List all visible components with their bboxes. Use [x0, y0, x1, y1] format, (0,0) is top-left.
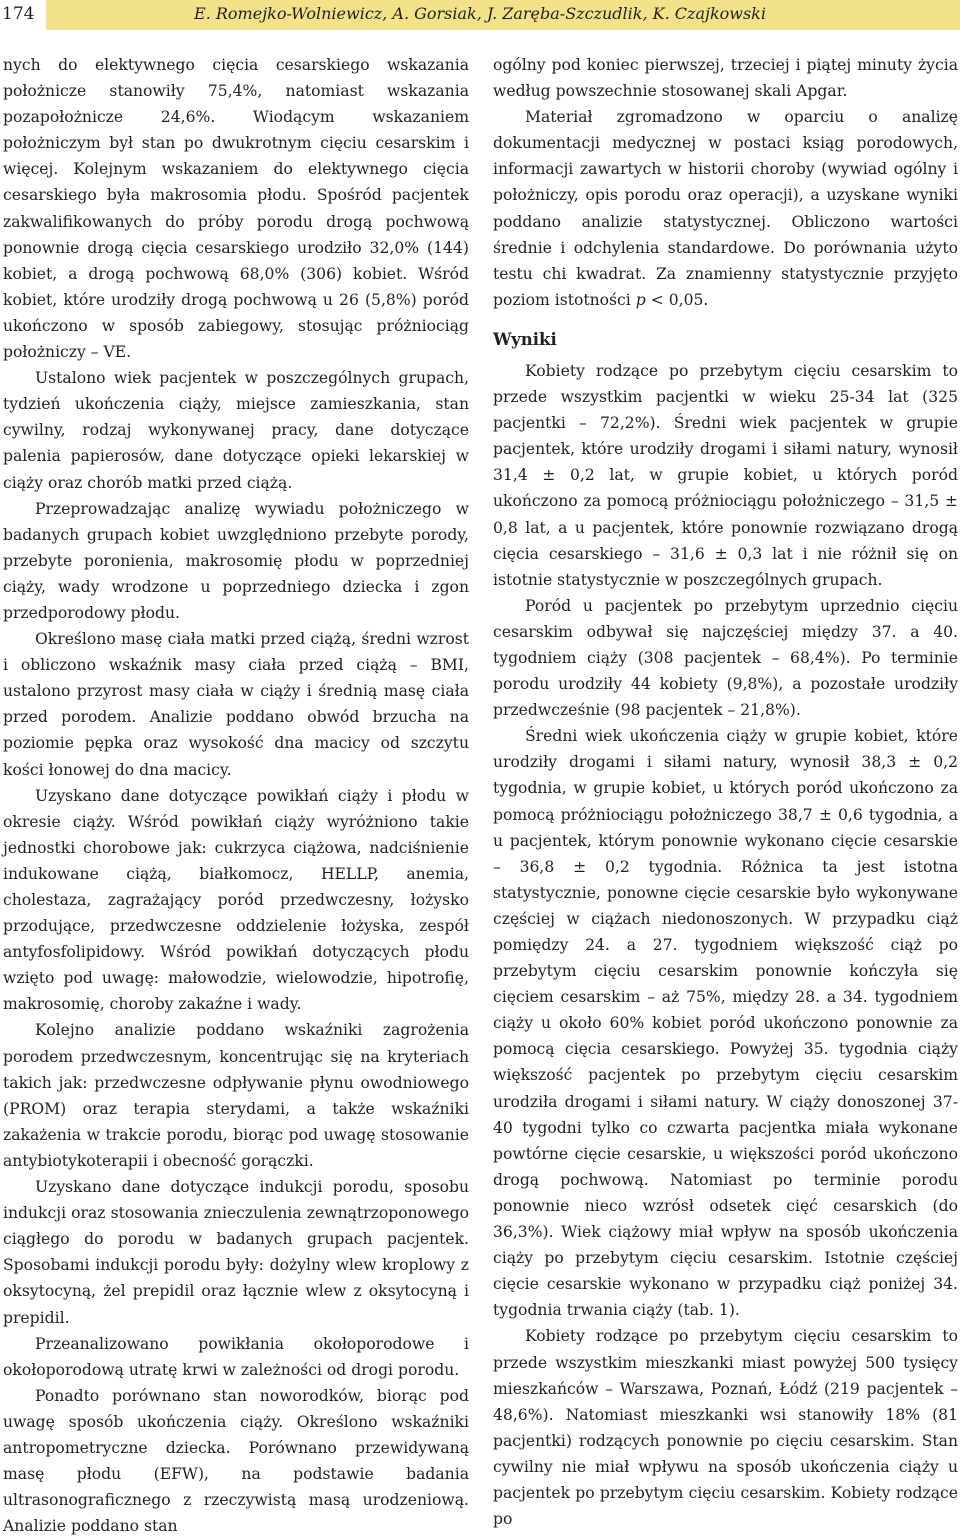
paragraph: Poród u pacjentek po przebytym uprzednio cięciu cesarskim odbywał się najczęściej między 37. a 40. tygodniem ciąży (308 pacjentek – 68,4%). Po terminie porodu urodziły 44 kobiety (9,8%), a pozostałe urodziły przedwcześnie (98 pacjentek – 21,8%).: [493, 596, 958, 720]
significance-variable: p: [635, 290, 646, 309]
paragraph: Przeprowadzając analizę wywiadu położniczego w badanych grupach kobiet uwzględniono przebyte porody, przebyte poronienia, makrosomię płodu w poprzedniej ciąży, wady wrodzone u poprzedniego dziecka i zgon przedporodowy płodu.: [3, 499, 469, 622]
running-authors: E. Romejko-Wolniewicz, A. Gorsiak, J. Zaręba-Szczudlik, K. Czajkowski: [194, 4, 766, 23]
running-header: [0, 0, 960, 32]
left-column: [3, 52, 469, 1539]
paragraph: Przeanalizowano powikłania okołoporodowe i okołoporodową utratę krwi w zależności od drogi porodu.: [3, 1334, 469, 1379]
paragraph: Kobiety rodzące po przebytym cięciu cesarskim to przede wszystkim mieszkanki miast powyżej 500 tysięcy mieszkańców – Warszawa, Poznań, Łódź (219 pacjentek – 48,6%). Natomiast mieszkanki wsi stanowiły 18% (81 pacjentki) rodzących ponownie po cięciu cesarskim. Stan cywilny nie miał wpływu na sposób ukończenia ciąży u pacjentek po przebytym cięciu cesarskim. Kobiety rodzące po: [493, 1327, 958, 1529]
section-heading-results: Wyniki: [493, 329, 557, 349]
paragraph-text: Materiał zgromadzono w oparciu o analizę dokumentacji medycznej w postaci ksiąg porodowych, informacji zawartych w historii choroby (wywiad ogólny i położniczy, opis porodu oraz operacji), a uzyskane wyniki poddano analizie statystycznej. Obliczono wartości średnie i odchylenia standardowe. Do porównania użyto testu chi kwadrat. Za znamienny statystycznie przyjęto poziom istotności: [493, 108, 958, 309]
page-number: 174: [2, 4, 35, 24]
paragraph: Ponadto porównano stan noworodków, biorąc pod uwagę sposób ukończenia ciąży. Określono wskaźniki antropometryczne dziecka. Porównano przewidywaną masę płodu (EFW), na podstawie badania ultrasonograficznego z rzeczywistą masą urodzeniową. Analizie poddano stan: [3, 1386, 469, 1536]
paragraph: Ustalono wiek pacjentek w poszczególnych grupach, tydzień ukończenia ciąży, miejsce zamieszkania, stan cywilny, rodzaj wykonywanej pracy, dane dotyczące palenia papierosów, dane dotyczące opieki lekarskiej w ciąży oraz chorób matki przed ciążą.: [3, 369, 469, 492]
paragraph: ogólny pod koniec pierwszej, trzeciej i piątej minuty życia według powszechnie stosowanej skali Apgar.: [493, 56, 958, 101]
paragraph: [493, 104, 958, 313]
paragraph: Kobiety rodzące po przebytym cięciu cesarskim to przede wszystkim pacjentki w wieku 25-34 lat (325 pacjentki – 72,2%). Średni wiek pacjentek w grupie pacjentek, które urodziły drogami i siłami natury, wynosił 31,4 ± 0,2 lat, w grupie kobiet, u których poród ukończono za pomocą próżniociągu położniczego – 31,5 ± 0,8 lat, a u pacjentek, które ponownie rozwiązano drogą cięcia cesarskiego – 31,6 ± 0,3 lat i nie różnił się on istotnie statystycznie w poszczególnych grupach.: [493, 361, 958, 589]
significance-threshold: < 0,05.: [645, 290, 709, 309]
paragraph: Określono masę ciała matki przed ciążą, średni wzrost i obliczono wskaźnik masy ciała przed ciążą – BMI, ustalono przyrost masy ciała w ciąży i średnią masę ciała przed porodem. Analizie poddano obwód brzucha na poziomie pępka oraz wysokość dna macicy od szczytu kości łonowej do dna macicy.: [3, 630, 469, 779]
paragraph: Uzyskano dane dotyczące indukcji porodu, sposobu indukcji oraz stosowania znieczulenia zewnątrzoponowego ciągłego do porodu w badanych grupach pacjentek. Sposobami indukcji porodu były: dożylny wlew kroplowy z oksytocyną, żel prepidil oraz łącznie wlew z oksytocyną i prepidil.: [3, 1178, 469, 1327]
paragraph: Kolejno analizie poddano wskaźniki zagrożenia porodem przedwczesnym, koncentrując się na kryteriach takich jak: przedwczesne odpływanie płynu owodniowego (PROM) oraz terapia sterydami, a także wskaźniki zakażenia w trakcie porodu, biorąc pod uwagę stosowanie antybiotykoterapii i obecność gorączki.: [3, 1021, 469, 1170]
paragraph: nych do elektywnego cięcia cesarskiego wskazania położnicze stanowiły 75,4%, natomiast wskazania pozapołożnicze 24,6%. Wiodącym wskazaniem położniczym był stan po dwukrotnym cięciu cesarskim i więcej. Kolejnym wskazaniem do elektywnego cięcia cesarskiego była makrosomia płodu. Spośród pacjentek zakwalifikowanych do próby porodu drogą pochwową ponownie drogą cięcia cesarskiego urodziło 32,0% (144) kobiet, a drogą pochwową 68,0% (306) kobiet. Wśród kobiet, które urodziły drogą pochwową u 26 (5,8%) poród ukończono w sposób zabiegowy, stosując próżniociąg położniczy – VE.: [3, 56, 469, 362]
paragraph: Średni wiek ukończenia ciąży w grupie kobiet, które urodziły drogami i siłami natury, wynosił 38,3 ± 0,2 tygodnia, w grupie kobiet, u których poród ukończono za pomocą próżniociągu położniczego 38,7 ± 0,6 tygodnia, a u pacjentek, którym ponownie wykonano cięcie cesarskie – 36,8 ± 0,2 tygodnia. Różnica ta jest istotna statystycznie, ponowne cięcie cesarskie było wykonywane częściej w ciążach niedonoszonych. W przypadku ciąż pomiędzy 24. a 27. tygodniem większość ciąż po przebytym cięciu cesarskim ponownie kończyła się cięciem cesarskim – aż 75%, między 28. a 34. tygodniem ciąży u około 60% kobiet poród ukończono ponownie za pomocą cięcia cesarskiego. Powyżej 35. tygodnia ciąży większość pacjentek po przebytym cięciu cesarskim urodziła drogami i siłami natury. W ciąży donoszonej 37-40 tygodni tylko co czwarta pacjentka miała wykonane powtórne cięcie cesarskie, u większości poród ukończono drogą pochwową. Natomiast po terminie porodu ponownie nieco wzrósł odsetek cięć cesarskich (do 36,3%). Wiek ciążowy miał wpływ na sposób ukończenia ciąży po przebytym cięciu cesarskim. Istotnie częściej cięcie cesarskie wykonano w przypadku ciąż poniżej 34. tygodnia trwania ciąży (tab. 1).: [493, 727, 958, 1320]
right-column: [493, 52, 958, 1532]
paragraph: Uzyskano dane dotyczące powikłań ciąży i płodu w okresie ciąży. Wśród powikłań ciąży wyróżniono takie jednostki chorobowe jak: cukrzyca ciążowa, nadciśnienie indukowane ciążą, białkomocz, HELLP, anemia, cholestaza, zagrażający poród przedwczesny, łożysko przodujące, przedwczesne oddzielenie łożyska, zespół antyfosfolipidowy. Wśród powikłań dotyczących płodu wzięto pod uwagę: małowodzie, wielowodzie, hipotrofię, makrosomię, choroby zakaźne i wady.: [3, 786, 469, 1014]
